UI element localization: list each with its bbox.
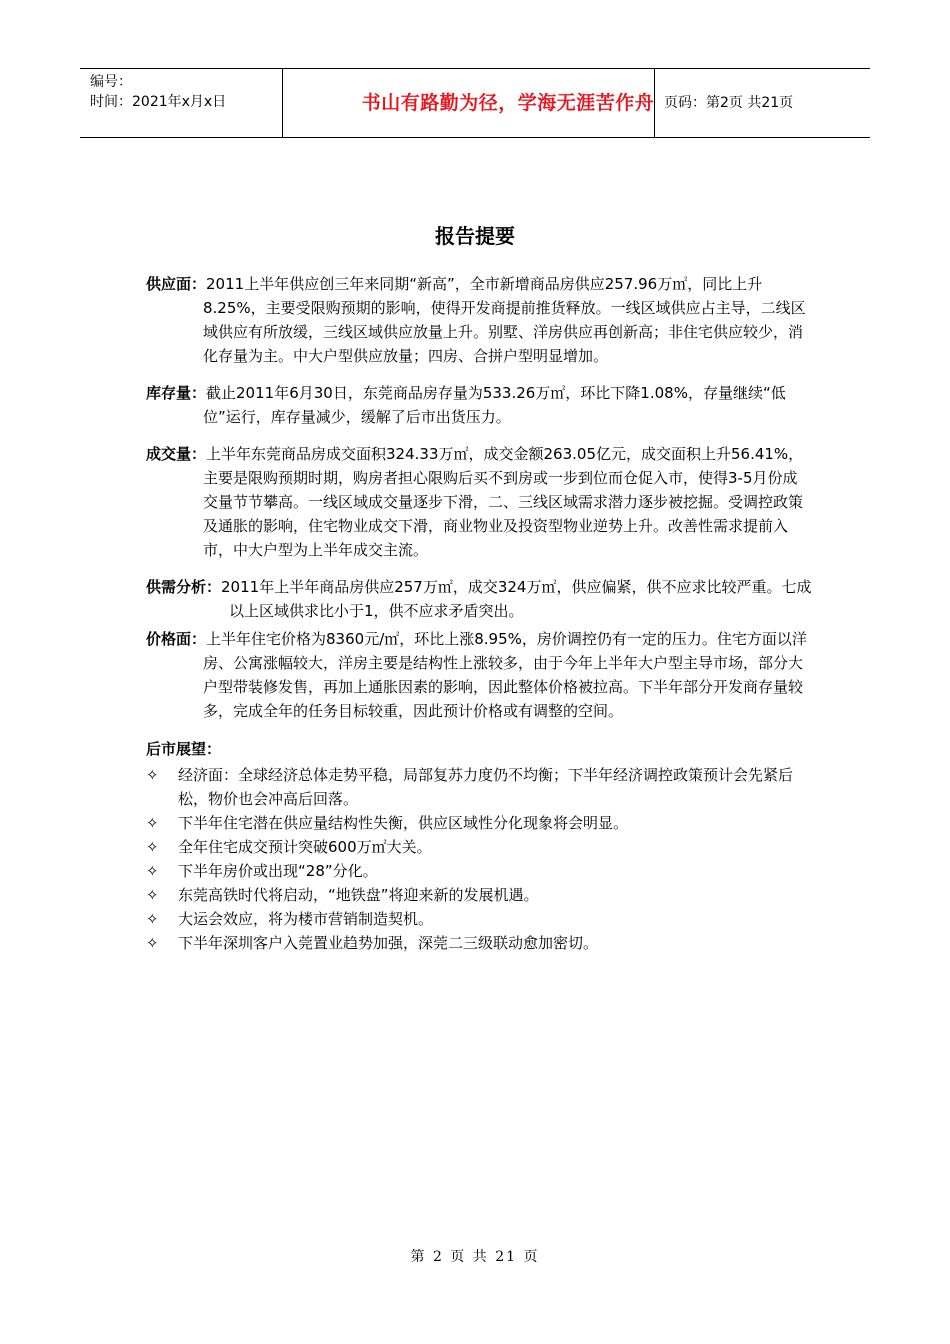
star-bullet-icon: ✧ (146, 814, 159, 832)
report-title: 报告提要 (435, 224, 515, 248)
outlook-text: 下半年深圳客户入莞置业趋势加强，深莞二三级联动愈加密切。 (178, 934, 599, 952)
section-text: 上半年东莞商品房成交面积324.33万㎡，成交金额263.05亿元，成交面积上升56.41%，主要是限购预期时期，购房者担心限购后买不到房或一步到位而仓促入市，使得3-5月份成交量节节攀高。一线区域成交量逐步下滑，二、三线区域需求潜力逐步被挖掘。受调控政策及通胀的影响，住宅物业成交下滑，商业物业及投资型物业逆势上升。改善性需求提前入市，中大户型为上半年成交主流。 (203, 445, 804, 559)
date-label: 时间：2021年x月x日 (90, 94, 227, 110)
header-divider (654, 69, 655, 137)
section-label: 库存量： (146, 384, 207, 402)
outlook-text: 大运会效应，将为楼市营销制造契机。 (178, 910, 434, 928)
section-label: 供需分析： (146, 578, 222, 596)
report-body (146, 272, 812, 955)
section-inventory (146, 381, 812, 429)
section-text: 上半年住宅价格为8360元/㎡，环比上涨8.95%，房价调控仍有一定的压力。住宅方面以洋房、公寓涨幅较大，洋房主要是结构性上涨较多，由于今年上半年大户型主导市场，部分大户型带装修发售，再加上通胀因素的影响，因此整体价格被拉高。下半年部分开发商存量较多，完成全年的任务目标较重，因此预计价格或有调整的空间。 (203, 630, 807, 720)
section-transactions (146, 442, 812, 562)
outlook-text: 下半年住宅潜在供应量结构性失衡，供应区域性分化现象将会明显。 (178, 814, 629, 832)
page-header (80, 68, 870, 138)
section-text: 截止2011年6月30日，东莞商品房存量为533.26万㎡，环比下降1.08%，存量继续“低位”运行，库存量减少，缓解了后市出货压力。 (203, 384, 786, 426)
header-motto: 书山有路勤为径，学海无涯苦作舟 (361, 92, 655, 114)
number-label: 编号： (90, 74, 132, 90)
section-label: 成交量： (146, 445, 207, 463)
outlook-item (146, 859, 812, 883)
section-label: 供应面： (146, 275, 207, 293)
star-bullet-icon: ✧ (146, 934, 159, 952)
outlook-text: 下半年房价或出现“28”分化。 (178, 862, 378, 880)
page-info: 页码：第2页 共21页 (664, 95, 794, 111)
outlook-item (146, 931, 812, 955)
section-supply (146, 272, 812, 368)
outlook-item (146, 907, 812, 931)
outlook-item (146, 811, 812, 835)
outlook-item (146, 763, 812, 811)
star-bullet-icon: ✧ (146, 838, 159, 856)
outlook-text: 全年住宅成交预计突破600万㎡大关。 (178, 838, 432, 856)
outlook-item (146, 883, 812, 907)
star-bullet-icon: ✧ (146, 766, 159, 784)
page-footer: 第 2 页 共 21 页 (410, 1249, 540, 1265)
section-text: 2011上半年供应创三年来同期“新高”，全市新增商品房供应257.96万㎡，同比上升8.25%，主要受限购预期的影响，使得开发商提前推货释放。一线区域供应占主导，二线区域供应有所放缓，三线区域供应放量上升。别墅、洋房供应再创新高；非住宅供应较少，消化存量为主。中大户型供应放量；四房、合拼户型明显增加。 (203, 275, 806, 365)
outlook-text: 经济面：全球经济总体走势平稳，局部复苏力度仍不均衡；下半年经济调控政策预计会先紧后松，物价也会冲高后回落。 (178, 766, 794, 808)
section-label: 价格面： (146, 630, 207, 648)
section-price (146, 627, 812, 723)
outlook-item (146, 835, 812, 859)
section-text: 2011年上半年商品房供应257万㎡，成交324万㎡，供应偏紧，供不应求比较严重。七成以上区域供求比小于1，供不应求矛盾突出。 (221, 578, 812, 620)
star-bullet-icon: ✧ (146, 862, 159, 880)
star-bullet-icon: ✧ (146, 910, 159, 928)
outlook-text: 东莞高铁时代将启动，“地铁盘”将迎来新的发展机遇。 (178, 886, 539, 904)
section-supply-demand (146, 575, 812, 623)
star-bullet-icon: ✧ (146, 886, 159, 904)
header-meta (90, 69, 280, 137)
outlook-heading: 后市展望： (146, 740, 222, 758)
